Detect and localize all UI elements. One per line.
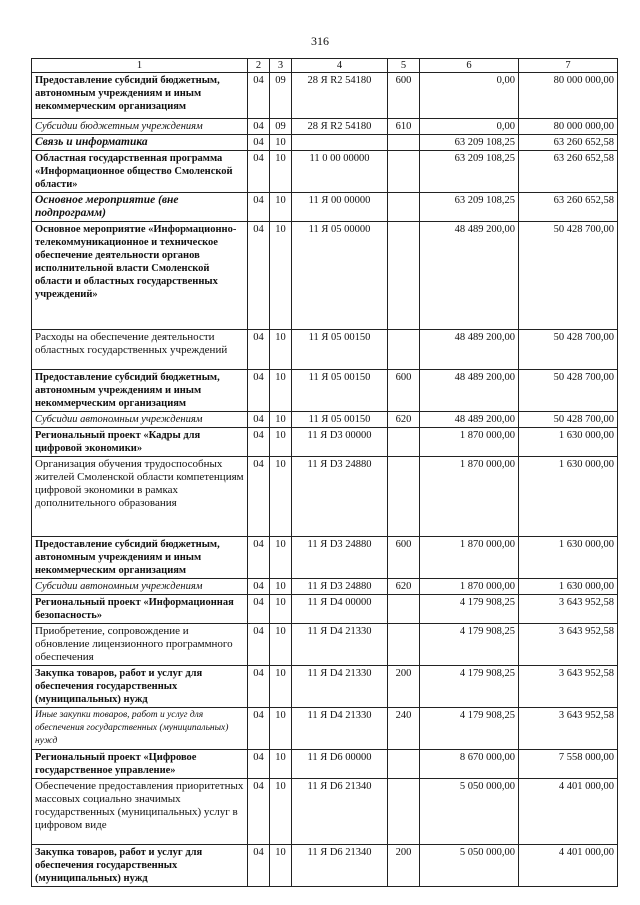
table-row xyxy=(32,845,618,887)
row-target-article: 11 Я D6 21340 xyxy=(292,779,388,845)
row-subsection: 09 xyxy=(270,73,292,119)
row-subsection: 10 xyxy=(270,708,292,750)
row-expense-type: 620 xyxy=(388,412,420,428)
row-target-article: 11 0 00 00000 xyxy=(292,151,388,193)
row-target-article: 11 Я 05 00150 xyxy=(292,412,388,428)
table-row xyxy=(32,595,618,624)
row-sum-year-2: 3 643 952,58 xyxy=(519,595,618,624)
header-col-2: 2 xyxy=(248,59,270,73)
row-sum-year-2: 80 000 000,00 xyxy=(519,73,618,119)
row-subsection: 10 xyxy=(270,330,292,370)
row-subsection: 10 xyxy=(270,666,292,708)
row-sum-year-1: 63 209 108,25 xyxy=(420,135,519,151)
row-subsection: 10 xyxy=(270,750,292,779)
budget-table xyxy=(31,58,618,887)
row-section: 04 xyxy=(248,845,270,887)
row-target-article: 11 Я D6 21340 xyxy=(292,845,388,887)
table-row xyxy=(32,666,618,708)
row-target-article: 11 Я D3 00000 xyxy=(292,428,388,457)
row-sum-year-2: 50 428 700,00 xyxy=(519,222,618,330)
row-expense-type xyxy=(388,193,420,222)
table-body xyxy=(32,73,618,887)
row-name: Расходы на обеспечение деятельности областных государственных учреждений xyxy=(32,330,248,370)
row-target-article: 11 Я 00 00000 xyxy=(292,193,388,222)
row-expense-type xyxy=(388,151,420,193)
row-name: Связь и информатика xyxy=(32,135,248,151)
row-section: 04 xyxy=(248,666,270,708)
row-subsection: 10 xyxy=(270,595,292,624)
row-section: 04 xyxy=(248,222,270,330)
row-sum-year-2: 63 260 652,58 xyxy=(519,193,618,222)
row-expense-type: 620 xyxy=(388,579,420,595)
row-sum-year-1: 4 179 908,25 xyxy=(420,708,519,750)
row-section: 04 xyxy=(248,595,270,624)
row-section: 04 xyxy=(248,193,270,222)
header-col-4: 4 xyxy=(292,59,388,73)
row-expense-type: 600 xyxy=(388,537,420,579)
row-sum-year-1: 4 179 908,25 xyxy=(420,624,519,666)
row-name: Закупка товаров, работ и услуг для обеспечения государственных (муниципальных) нужд xyxy=(32,845,248,887)
row-name: Субсидии бюджетным учреждениям xyxy=(32,119,248,135)
row-sum-year-2: 3 643 952,58 xyxy=(519,666,618,708)
row-expense-type: 600 xyxy=(388,370,420,412)
row-expense-type xyxy=(388,457,420,537)
row-sum-year-2: 50 428 700,00 xyxy=(519,370,618,412)
row-section: 04 xyxy=(248,428,270,457)
row-target-article: 11 Я D4 21330 xyxy=(292,708,388,750)
row-name: Закупка товаров, работ и услуг для обеспечения государственных (муниципальных) нужд xyxy=(32,666,248,708)
table-row xyxy=(32,193,618,222)
row-sum-year-1: 4 179 908,25 xyxy=(420,595,519,624)
row-expense-type: 200 xyxy=(388,845,420,887)
row-section: 04 xyxy=(248,750,270,779)
row-target-article: 11 Я D3 24880 xyxy=(292,537,388,579)
header-col-3: 3 xyxy=(270,59,292,73)
row-section: 04 xyxy=(248,579,270,595)
row-name: Субсидии автономным учреждениям xyxy=(32,412,248,428)
row-target-article: 11 Я D3 24880 xyxy=(292,457,388,537)
row-expense-type xyxy=(388,330,420,370)
row-sum-year-1: 0,00 xyxy=(420,119,519,135)
row-expense-type: 240 xyxy=(388,708,420,750)
row-expense-type xyxy=(388,624,420,666)
row-expense-type xyxy=(388,222,420,330)
row-sum-year-1: 1 870 000,00 xyxy=(420,428,519,457)
row-sum-year-1: 1 870 000,00 xyxy=(420,457,519,537)
row-expense-type xyxy=(388,595,420,624)
row-sum-year-2: 1 630 000,00 xyxy=(519,428,618,457)
table-row xyxy=(32,779,618,845)
row-sum-year-1: 5 050 000,00 xyxy=(420,845,519,887)
row-target-article: 28 Я R2 54180 xyxy=(292,73,388,119)
row-name: Областная государственная программа «Информационное общество Смоленской области» xyxy=(32,151,248,193)
row-name: Обеспечение предоставления приоритетных массовых социально значимых государственных (муниципальных) услуг в цифровом виде xyxy=(32,779,248,845)
table-row xyxy=(32,428,618,457)
table-row xyxy=(32,624,618,666)
row-sum-year-1: 48 489 200,00 xyxy=(420,222,519,330)
row-subsection: 10 xyxy=(270,428,292,457)
row-section: 04 xyxy=(248,330,270,370)
row-section: 04 xyxy=(248,119,270,135)
row-target-article xyxy=(292,135,388,151)
row-section: 04 xyxy=(248,412,270,428)
row-sum-year-1: 5 050 000,00 xyxy=(420,779,519,845)
row-name: Предоставление субсидий бюджетным, автономным учреждениям и иным некоммерческим организациям xyxy=(32,370,248,412)
row-subsection: 10 xyxy=(270,222,292,330)
row-sum-year-1: 1 870 000,00 xyxy=(420,537,519,579)
row-sum-year-2: 80 000 000,00 xyxy=(519,119,618,135)
row-subsection: 10 xyxy=(270,370,292,412)
row-sum-year-1: 1 870 000,00 xyxy=(420,579,519,595)
row-sum-year-1: 48 489 200,00 xyxy=(420,412,519,428)
row-target-article: 11 Я 05 00150 xyxy=(292,370,388,412)
page-number: 316 xyxy=(311,34,329,48)
row-name: Предоставление субсидий бюджетным, автономным учреждениям и иным некоммерческим организациям xyxy=(32,537,248,579)
row-section: 04 xyxy=(248,779,270,845)
header-col-6: 6 xyxy=(420,59,519,73)
row-section: 04 xyxy=(248,151,270,193)
header-col-5: 5 xyxy=(388,59,420,73)
row-sum-year-1: 48 489 200,00 xyxy=(420,330,519,370)
table-row xyxy=(32,708,618,750)
row-subsection: 10 xyxy=(270,845,292,887)
row-name: Предоставление субсидий бюджетным, автономным учреждениям и иным некоммерческим организациям xyxy=(32,73,248,119)
row-section: 04 xyxy=(248,624,270,666)
table-row xyxy=(32,412,618,428)
row-subsection: 10 xyxy=(270,624,292,666)
row-sum-year-2: 7 558 000,00 xyxy=(519,750,618,779)
table-row xyxy=(32,750,618,779)
table-row xyxy=(32,135,618,151)
table-row xyxy=(32,222,618,330)
row-target-article: 11 Я D4 21330 xyxy=(292,624,388,666)
row-sum-year-2: 50 428 700,00 xyxy=(519,412,618,428)
row-target-article: 11 Я 05 00000 xyxy=(292,222,388,330)
row-name: Региональный проект «Кадры для цифровой экономики» xyxy=(32,428,248,457)
row-section: 04 xyxy=(248,457,270,537)
table-row xyxy=(32,151,618,193)
row-name: Основное мероприятие «Информационно-телекоммуникационное и техническое обеспечение деятельности органов исполнительной власти Смоленской области и областных государственных учреждений» xyxy=(32,222,248,330)
table-row xyxy=(32,579,618,595)
row-sum-year-1: 63 209 108,25 xyxy=(420,151,519,193)
row-expense-type xyxy=(388,135,420,151)
header-row xyxy=(32,59,618,73)
row-subsection: 10 xyxy=(270,151,292,193)
row-sum-year-2: 1 630 000,00 xyxy=(519,579,618,595)
row-name: Региональный проект «Информационная безопасность» xyxy=(32,595,248,624)
row-sum-year-1: 8 670 000,00 xyxy=(420,750,519,779)
row-sum-year-2: 1 630 000,00 xyxy=(519,457,618,537)
row-sum-year-2: 3 643 952,58 xyxy=(519,624,618,666)
row-sum-year-2: 1 630 000,00 xyxy=(519,537,618,579)
table-row xyxy=(32,330,618,370)
row-sum-year-1: 0,00 xyxy=(420,73,519,119)
row-target-article: 11 Я D3 24880 xyxy=(292,579,388,595)
row-target-article: 11 Я 05 00150 xyxy=(292,330,388,370)
row-target-article: 11 Я D4 21330 xyxy=(292,666,388,708)
row-expense-type: 610 xyxy=(388,119,420,135)
row-subsection: 09 xyxy=(270,119,292,135)
row-expense-type xyxy=(388,428,420,457)
row-name: Организация обучения трудоспособных жителей Смоленской области компетенциям цифровой экономики в рамках дополнительного образования xyxy=(32,457,248,537)
row-section: 04 xyxy=(248,370,270,412)
row-subsection: 10 xyxy=(270,537,292,579)
table-row xyxy=(32,457,618,537)
row-section: 04 xyxy=(248,708,270,750)
row-subsection: 10 xyxy=(270,779,292,845)
row-sum-year-2: 63 260 652,58 xyxy=(519,135,618,151)
row-name: Региональный проект «Цифровое государственное управление» xyxy=(32,750,248,779)
row-subsection: 10 xyxy=(270,193,292,222)
row-target-article: 11 Я D6 00000 xyxy=(292,750,388,779)
row-expense-type xyxy=(388,750,420,779)
row-sum-year-2: 3 643 952,58 xyxy=(519,708,618,750)
row-expense-type xyxy=(388,779,420,845)
table-row xyxy=(32,537,618,579)
row-target-article: 11 Я D4 00000 xyxy=(292,595,388,624)
row-sum-year-2: 4 401 000,00 xyxy=(519,779,618,845)
row-sum-year-2: 63 260 652,58 xyxy=(519,151,618,193)
row-sum-year-2: 50 428 700,00 xyxy=(519,330,618,370)
row-name: Субсидии автономным учреждениям xyxy=(32,579,248,595)
header-col-1: 1 xyxy=(32,59,248,73)
header-col-7: 7 xyxy=(519,59,618,73)
row-section: 04 xyxy=(248,73,270,119)
row-subsection: 10 xyxy=(270,412,292,428)
row-sum-year-1: 48 489 200,00 xyxy=(420,370,519,412)
row-section: 04 xyxy=(248,537,270,579)
row-subsection: 10 xyxy=(270,579,292,595)
row-name: Иные закупки товаров, работ и услуг для обеспечения государственных (муниципальных) нужд xyxy=(32,708,248,750)
row-expense-type: 200 xyxy=(388,666,420,708)
table-row xyxy=(32,370,618,412)
row-subsection: 10 xyxy=(270,457,292,537)
row-target-article: 28 Я R2 54180 xyxy=(292,119,388,135)
row-sum-year-1: 4 179 908,25 xyxy=(420,666,519,708)
row-name: Основное мероприятие (вне подпрограмм) xyxy=(32,193,248,222)
row-name: Приобретение, сопровождение и обновление лицензионного программного обеспечения xyxy=(32,624,248,666)
table-row xyxy=(32,73,618,119)
row-expense-type: 600 xyxy=(388,73,420,119)
row-sum-year-1: 63 209 108,25 xyxy=(420,193,519,222)
row-sum-year-2: 4 401 000,00 xyxy=(519,845,618,887)
row-subsection: 10 xyxy=(270,135,292,151)
row-section: 04 xyxy=(248,135,270,151)
table-row xyxy=(32,119,618,135)
